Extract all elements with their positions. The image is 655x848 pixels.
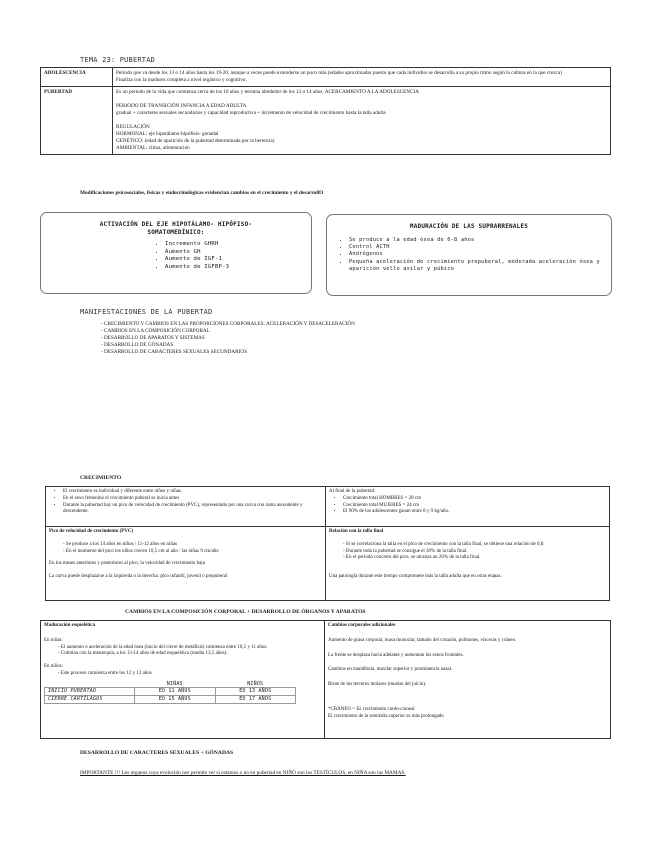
list-item: - En el periodo concreto del pico, se alcanza un 20% de la talla final. — [351, 555, 606, 562]
activacion-list — [151, 241, 301, 271]
activacion-title: ACTIVACIÓN DEL EJE HIPOTÁLAMO- HIPÓFISO-SOMATOMEDÍNICO: — [99, 221, 253, 237]
craneo-line: *CRÁNEO = Es crecimiento cardo-craneal — [328, 706, 415, 712]
list-item: • Aumento GH — [165, 249, 301, 257]
pubertad-cell — [113, 87, 611, 155]
talla-cell — [326, 527, 610, 601]
list-item: • Pequeña aceleración de crecimiento prepuberal, moderada aceleración ósea y aparición vello axilar y púbico — [349, 259, 603, 273]
crecimiento-left-cell — [46, 487, 326, 527]
suprarrenales-title: MADURACIÓN DE LAS SUPRARRENALES — [409, 223, 529, 230]
list-item: • Aumento de IGF-1 — [165, 256, 301, 264]
regulacion-title: REGULACIÓN — [116, 124, 150, 131]
desarrollo-heading: DESARROLLO DE CARACTERES SEXUALES + GÓNADAS — [80, 750, 234, 756]
mini-header-cell: NIÑOS — [247, 680, 264, 687]
talla-list — [329, 542, 606, 562]
cambios-line: Brote de los terceros molares (muelas del juicio). — [328, 682, 427, 687]
activacion-box — [40, 212, 312, 294]
list-item: • Se produce a la edad ósea de 6-8 años — [349, 237, 603, 244]
crecimiento-table — [45, 486, 610, 601]
regulacion-ambiental: AMBIENTAL: clima, alimentación — [116, 145, 190, 152]
pvc-cell — [46, 527, 326, 601]
pvc-text: En los meses anteriores y posteriores al pico, la velocidad de crecimiento baja — [49, 561, 205, 567]
mini-header-cell: NIÑAS — [166, 680, 183, 687]
periodo-text: gradual + caracteres sexuales secundarios y capacidad reproductiva + incremento de velocidad de crecimiento hasta la talla adulta — [116, 110, 386, 117]
pubertad-label: PUBERTAD — [41, 87, 113, 155]
regulacion-hormonal: HORMONAL: eje hipotálamo-hipófisis- gonadal — [116, 131, 219, 138]
importante-note: IMPORTANTE !!! Los órganos cuya evolución nos permite ver si estamos o no en pubertad en NIÑO son los TESTÍCULOS, en NIÑA son las MAMAS. — [80, 770, 406, 776]
adolescencia-cell — [113, 68, 611, 87]
list-item: • Durante la pubertad hay un pico de velocidad de crecimiento (PVC), representado por una curva con rama ascendente y descendente. — [63, 503, 322, 517]
table-row — [45, 688, 296, 696]
suprarrenales-list — [335, 237, 603, 273]
adolescencia-label: ADOLESCENCIA — [41, 68, 113, 87]
list-item: - Este proceso comienza entre los 12 y 13 años — [66, 671, 321, 678]
mini-cell: INICIO PUBERTAD — [45, 688, 135, 696]
crecimiento-title: CRECIMIENTO — [80, 475, 122, 481]
pvc-title: Pico de velocidad de crecimiento (PVC) — [49, 529, 134, 534]
suprarrenales-box — [326, 214, 612, 296]
mini-cell: EO 13 AÑOS — [215, 688, 296, 696]
list-item: • Andrógenos — [349, 251, 603, 258]
table-row — [46, 487, 610, 527]
list-item: - Se produce a los 14 años en niños / 11-12 años en niñas — [71, 542, 322, 549]
mini-header-cell — [45, 681, 135, 688]
mini-cell: EO 11 AÑOS — [135, 688, 216, 696]
cambios-adicionales-title: Cambios corporales adicionales — [328, 623, 396, 628]
list-item: • Crecimiento total HOMBRES = 28 cm — [343, 496, 606, 503]
definitions-table — [40, 67, 611, 155]
ninas-label: En niñas: — [44, 637, 63, 643]
table-row — [41, 621, 611, 739]
ninos-label: En niños: — [44, 664, 64, 669]
crecimiento-right-list — [329, 496, 606, 516]
list-item: - En el momento del pico los niños crecen 10,5 cm al año / las niñas 9 cm/año — [71, 549, 322, 556]
list-item: - Culmina con la menarquia, a los 13-14 años de edad esquelética (media 13,5 años). — [66, 651, 321, 658]
regulacion-genetico: GENÉTICO: (edad de aparición de la pubertad determinada por la herencia) — [116, 138, 275, 145]
manifestaciones-list — [95, 321, 355, 356]
mini-cell: EO 17 AÑOS — [215, 696, 296, 704]
crecimiento-right-intro: Al final de la pubertad: — [329, 489, 376, 494]
table-row — [45, 696, 296, 704]
pvc-text-2: La curva puede desplazarse a la izquierda o la derecha: pico infantil, juvenil o prepuberal — [49, 574, 228, 579]
cambios-line: Aumento de grasa corporal, masa muscular, tamaño del corazón, pulmones, vísceras y cráneo. — [328, 637, 517, 643]
page-title: TEMA 23: PUBERTAD — [80, 56, 156, 64]
maduracion-cell — [41, 621, 325, 739]
list-item: - El aumento o aceleración de la edad ósea (inicio del cierre de metáfisis) comienza entre 10,5 y 11 años. — [66, 645, 321, 652]
list-item: • Crecimiento total MUJERES = 24 cm — [343, 503, 606, 510]
modificaciones-heading: Modificaciones psicosociales, físicas y endocrinológicas evidencian cambios en el crecimiento y el desarrollO — [80, 190, 324, 196]
list-item: • El crecimiento es individual y diferente entre niños y niñas. — [63, 489, 322, 496]
ninas-list — [44, 645, 321, 659]
table-row — [41, 87, 611, 155]
list-item: • El 90% de los adolescentes ganan entre 8 y 9 kg/año. — [343, 509, 606, 516]
talla-title: Relación con la talla final — [329, 529, 384, 534]
list-item: • Incremento GHRH — [165, 241, 301, 249]
edad-osea-table — [44, 681, 296, 704]
adolescencia-text-2: Finaliza con la madurez completa a nivel orgánico y cognitivo. — [116, 77, 247, 84]
list-item: • Control ACTH — [349, 244, 603, 251]
table-row — [46, 527, 610, 601]
list-item: - DESARROLLO DE APARATOS Y SISTEMAS — [109, 335, 355, 342]
list-item: • En el sexo femenino el crecimiento puberal se inicia antes — [63, 496, 322, 503]
cambios-title: CAMBIOS EN LA COMPOSICIÓN CORPORAL + DESARROLLO DE ÓRGANOS Y APARATOS — [125, 609, 366, 615]
table-row — [41, 68, 611, 87]
list-item: • Aumento de IGFBP-3 — [165, 264, 301, 272]
maduracion-title: Maduración esquelética — [44, 623, 95, 628]
periodo-title: PERIODO DE TRANSICIÓN INFANCIA A EDAD ADULTA — [116, 103, 247, 110]
list-item: - DESARROLLO DE GÓNADAS — [109, 342, 355, 349]
cambios-line: La frente se desplaza hacia adelante y aumentan los senos frontales. — [328, 652, 464, 658]
pvc-list — [49, 542, 322, 556]
list-item: - Durante toda la pubertad se consigue el 30% de la talla final. — [351, 549, 606, 556]
craneo-line-2: El crecimiento de la semitalla superior es más prolongado — [328, 713, 444, 719]
crecimiento-left-list — [49, 489, 322, 516]
crecimiento-right-cell — [326, 487, 610, 527]
mini-cell: EO 15 AÑOS — [135, 696, 216, 704]
cambios-adicionales-cell — [325, 621, 611, 739]
mini-cell: CIERRE CARTÍLAGOS — [45, 696, 135, 704]
list-item: - Si se correlaciona la talla en el pico de crecimiento con la talla final, se obtiene una relación de 0,8. — [351, 542, 606, 549]
list-item: - CAMBIOS EN LA COMPOSICIÓN CORPORAL — [109, 328, 355, 335]
ninos-list — [44, 671, 321, 678]
adolescencia-text: Periodo que va desde los 13 o 14 años hasta los 19-20, aunque a veces puede extenderse un poco más (edades aproximadas puesto que cada individuo se desarrolla a su propio ritmo según la cultura en la que crezca) — [116, 70, 562, 76]
list-item: - CRECIMIENTO Y CAMBIOS EN LAS PROPORCIONES CORPORALES: ACELERACIÓN Y DESACELERACIÓN — [109, 321, 355, 328]
pubertad-intro: Es un periodo de la vida que comienza cerca de los 10 años y termina alrededor de los 13 o 14 años. ACERCAMIENTO A LA ADOLESCENCIA — [116, 89, 420, 96]
list-item: - DESARROLLO DE CARACTERES SEXUALES SECUNDARIOS — [109, 349, 355, 356]
table-row — [45, 681, 296, 688]
talla-text: Una patología durante este tiempo compromete más la talla adulta que en otras etapas. — [329, 574, 502, 579]
manifestaciones-title: MANIFESTACIONES DE LA PUBERTAD — [80, 308, 213, 316]
cambios-table — [40, 620, 611, 739]
cambios-line: Cambios en mandíbula, maxilar superior y prominencia nasal. — [328, 667, 453, 673]
